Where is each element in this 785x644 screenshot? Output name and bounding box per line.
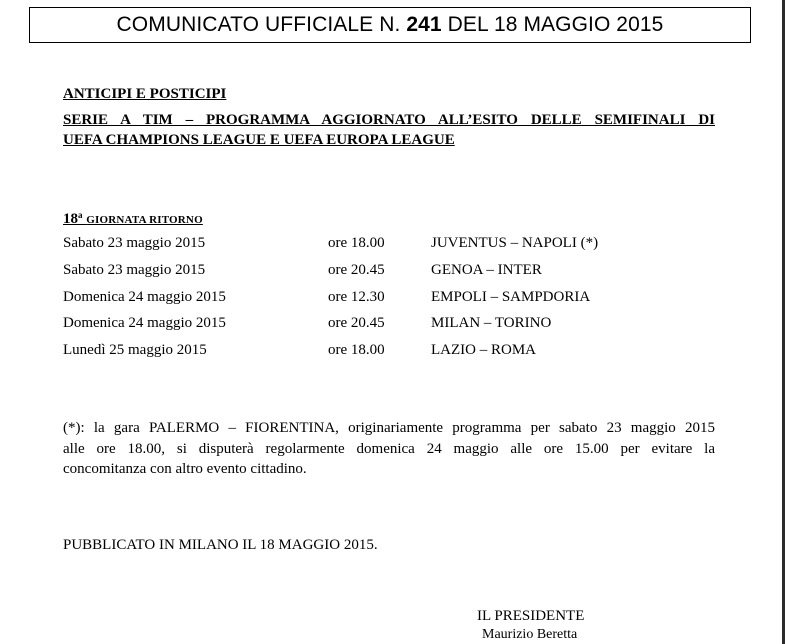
match-date: Sabato 23 maggio 2015 <box>63 235 206 251</box>
subtitle-line-1: SERIE A TIM – PROGRAMMA AGGIORNATO ALL’ESITO DELLE SEMIFINALI DI <box>63 112 715 128</box>
match-time: ore 20.45 <box>328 315 385 331</box>
title-suffix: DEL 18 MAGGIO 2015 <box>447 13 664 36</box>
footnote <box>63 418 715 480</box>
match-time: ore 18.00 <box>328 342 385 358</box>
communique-number: 241 <box>406 13 442 36</box>
match-row <box>63 315 743 335</box>
round-ordinal: a <box>78 210 83 220</box>
subtitle-line-2: UEFA CHAMPIONS LEAGUE E UEFA EUROPA LEAGUE <box>63 132 455 148</box>
match-date: Domenica 24 maggio 2015 <box>63 289 226 305</box>
match-teams: MILAN – TORINO <box>431 315 552 331</box>
section-subtitle <box>63 110 715 150</box>
round-label: GIORNATA RITORNO <box>86 214 203 226</box>
signatory-title: IL PRESIDENTE <box>477 608 585 624</box>
round-heading <box>63 210 203 228</box>
signatory-name: Maurizio Beretta <box>482 627 578 642</box>
match-date: Lunedì 25 maggio 2015 <box>63 342 207 358</box>
match-date: Sabato 23 maggio 2015 <box>63 262 206 278</box>
match-time: ore 20.45 <box>328 262 385 278</box>
footnote-line-1: (*): la gara PALERMO – FIORENTINA, originariamente programma per sabato 23 maggio 2015 <box>63 420 715 436</box>
match-time: ore 18.00 <box>328 235 385 251</box>
match-row <box>63 289 743 309</box>
match-teams: JUVENTUS – NAPOLI (*) <box>431 235 599 251</box>
match-time: ore 12.30 <box>328 289 385 305</box>
section-heading: ANTICIPI E POSTICIPI <box>63 86 227 102</box>
match-row <box>63 342 743 362</box>
match-date: Domenica 24 maggio 2015 <box>63 315 226 331</box>
match-teams: EMPOLI – SAMPDORIA <box>431 289 591 305</box>
footnote-line-3: concomitanza con altro evento cittadino. <box>63 461 307 477</box>
footnote-line-2: alle ore 18.00, si disputerà regolarmente domenica 24 maggio alle ore 15.00 per evitare la <box>63 440 715 457</box>
publication-statement: PUBBLICATO IN MILANO IL 18 MAGGIO 2015. <box>63 537 378 553</box>
match-row <box>63 262 743 282</box>
match-teams: LAZIO – ROMA <box>431 342 536 358</box>
match-row <box>63 235 743 255</box>
round-number: 18 <box>63 211 78 227</box>
title-prefix: COMUNICATO UFFICIALE N. <box>116 13 401 36</box>
document-title <box>29 7 751 43</box>
match-teams: GENOA – INTER <box>431 262 542 278</box>
